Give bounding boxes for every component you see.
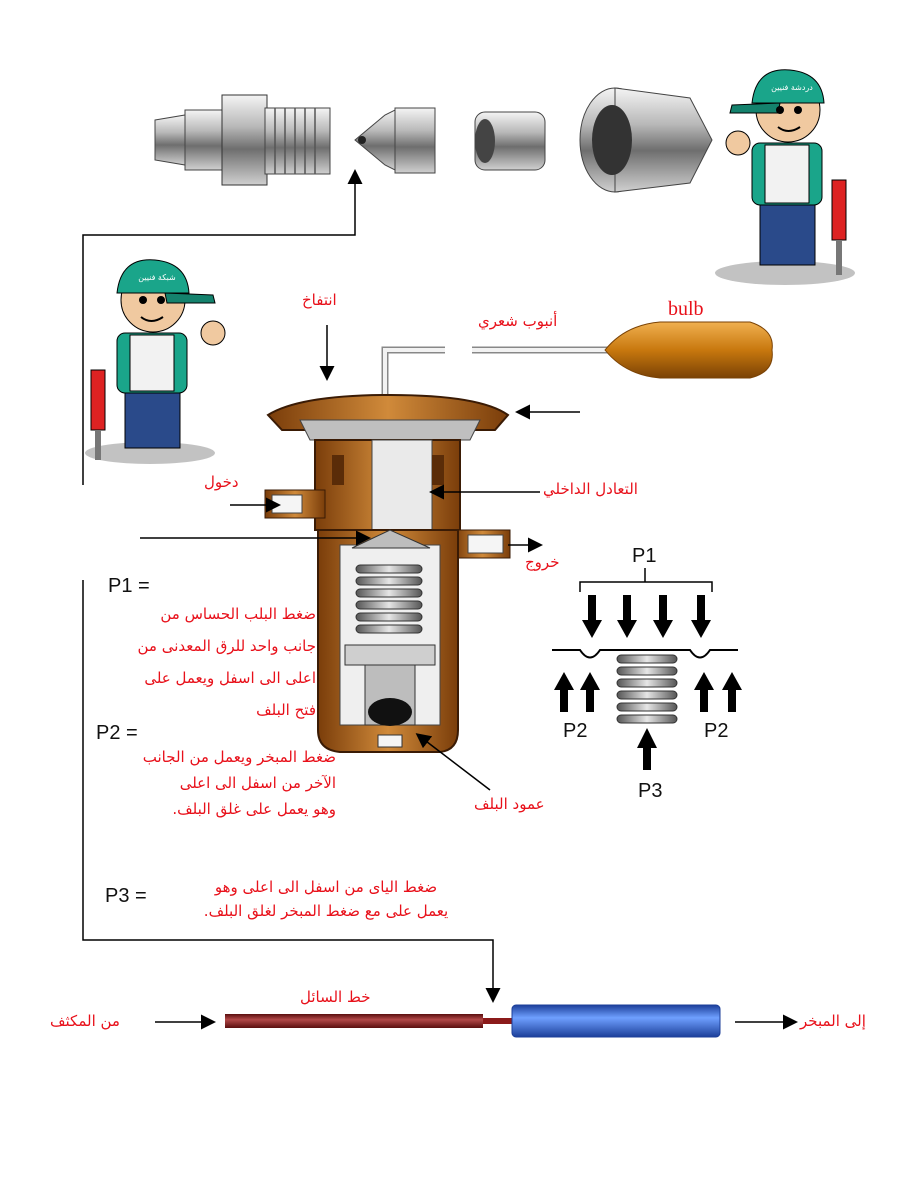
p1-line-2: جانب واحد للرق المعدنى من [137,637,316,655]
force-label-p2-left: P2 [563,720,588,742]
pipeline [155,1005,795,1037]
p3-description [166,875,486,923]
force-spring [617,655,677,723]
label-valve-stem: عمود البلف [474,795,545,813]
p3-arrow [637,728,657,770]
p3-label: P3 = [105,885,147,907]
p3-line-2: يعمل على مع ضغط المبخر لغلق البلف. [203,902,449,920]
p2-line-1: ضغط المبخر ويعمل من الجانب [142,748,336,766]
mascot-figure-left [85,260,225,464]
p1-label: P1 = [108,575,150,597]
force-label-p1: P1 [632,545,657,567]
cap-text-left: شبكة فنيين [138,273,176,282]
diaphragm [300,420,480,440]
p2-line-2: الآخر من اسفل الى اعلى [179,774,336,792]
p1-arrows [582,595,711,638]
cap-text-right: دردشة فنيين [771,83,813,92]
force-label-p3: P3 [638,780,663,802]
p1-description [90,598,316,726]
p2-label: P2 = [96,722,138,744]
label-to-evaporator: إلى المبخر [800,1012,866,1030]
label-outlet: خروج [525,553,560,571]
liquid-line-pipe [225,1014,483,1028]
sensing-bulb-assembly [385,322,772,395]
p2-description [88,744,336,822]
label-inflation: انتفاخ [302,291,337,309]
force-label-p2-right: P2 [704,720,729,742]
fittings-illustration [155,88,712,192]
p1-line-1: ضغط البلب الحساس من [160,605,316,623]
label-liquid-line: خط السائل [300,988,371,1006]
label-from-condenser: من المكثف [50,1012,120,1030]
p1-line-3: اعلى الى اسفل ويعمل على [144,669,316,687]
bulb-icon [605,322,772,378]
mascot-figure-right [715,70,855,285]
p3-line-1: ضغط الياى من اسفل الى اعلى وهو [214,878,438,896]
label-capillary-tube: أنبوب شعري [478,312,558,330]
label-internal-equalizer: التعادل الداخلي [543,480,638,498]
label-bulb: bulb [668,298,704,320]
p1-line-4: فتح البلف [256,701,316,719]
label-inlet: دخول [204,473,239,491]
evaporator-pipe [512,1005,720,1037]
fitting-hex [222,95,267,185]
p2-line-3: وهو يعمل على غلق البلف. [172,800,336,818]
